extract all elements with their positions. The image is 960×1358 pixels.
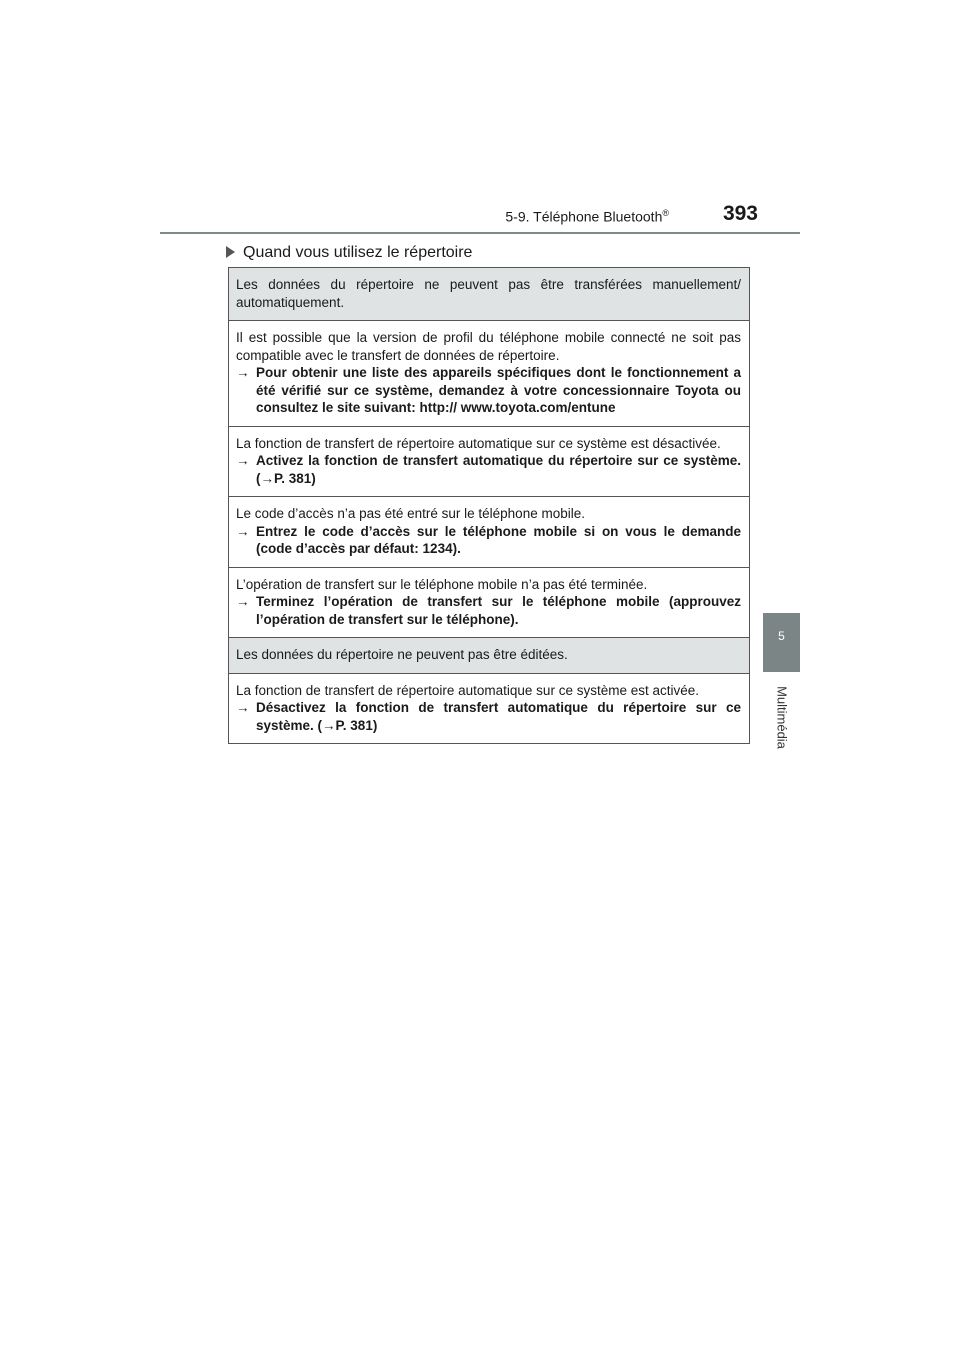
- triangle-bullet-icon: [226, 246, 235, 258]
- arrow-right-icon: →: [236, 523, 250, 539]
- remedy-text: → Terminez l’opération de transfert sur le téléphone mobile (approuvez l’opération de transfert sur le téléphone).: [236, 594, 741, 627]
- condition-row: [229, 638, 750, 674]
- cause-row: [229, 321, 750, 427]
- arrow-right-icon: →: [236, 365, 250, 380]
- cause-row: [229, 673, 750, 744]
- cause-row: [229, 497, 750, 568]
- cause-cell: [229, 321, 750, 427]
- chapter-tab: 5: [763, 613, 800, 672]
- page-number: 393: [722, 202, 758, 225]
- remedy-text: → Pour obtenir une liste des appareils spécifiques dont le fonctionnement a été vérifié sur ce système, demandez à votre concessionnaire Toyota ou consultez le site suivant: http:// www.toyota.com/entune: [236, 365, 741, 415]
- cause-row: [229, 567, 750, 638]
- cause-cell: [229, 673, 750, 744]
- cause-cell: [229, 567, 750, 638]
- cause-text: L’opération de transfert sur le téléphone mobile n’a pas été terminée.: [236, 576, 648, 592]
- condition-row: [229, 268, 750, 321]
- condition-cell: Les données du répertoire ne peuvent pas être éditées.: [229, 638, 750, 674]
- condition-cell: Les données du répertoire ne peuvent pas être transférées manuellement/ automatiquement.: [229, 268, 750, 321]
- cause-text: Le code d’accès n’a pas été entré sur le téléphone mobile.: [236, 506, 585, 521]
- header-rule: [160, 232, 800, 234]
- cause-cell: [229, 497, 750, 568]
- arrow-right-icon: →: [236, 594, 250, 609]
- cause-text: La fonction de transfert de répertoire automatique sur ce système est activée.: [236, 682, 699, 698]
- registered-mark: ®: [662, 208, 669, 218]
- troubleshooting-table: [228, 267, 750, 744]
- page-header: [160, 198, 800, 234]
- cause-text: Il est possible que la version de profil du téléphone mobile connecté ne soit pas compatible avec le transfert de données de répertoire.: [236, 330, 741, 363]
- chapter-label: Multimédia: [774, 686, 790, 749]
- arrow-right-icon: →: [236, 700, 250, 715]
- remedy-text: → Désactivez la fonction de transfert automatique du répertoire sur ce système. (→P. 381): [236, 700, 741, 733]
- section-title: 5-9. Téléphone Bluetooth®: [505, 208, 669, 225]
- remedy-text: → Activez la fonction de transfert automatique du répertoire sur ce système. (→P. 381): [236, 453, 741, 486]
- cause-row: [229, 426, 750, 497]
- subsection-title: Quand vous utilisez le répertoire: [226, 244, 472, 262]
- remedy-text: → Entrez le code d’accès sur le téléphone mobile si on vous le demande (code d’accès par défaut: 1234).: [236, 523, 741, 556]
- arrow-right-icon: →: [236, 453, 250, 468]
- cause-text: La fonction de transfert de répertoire automatique sur ce système est désactivée.: [236, 435, 721, 451]
- cause-cell: [229, 426, 750, 497]
